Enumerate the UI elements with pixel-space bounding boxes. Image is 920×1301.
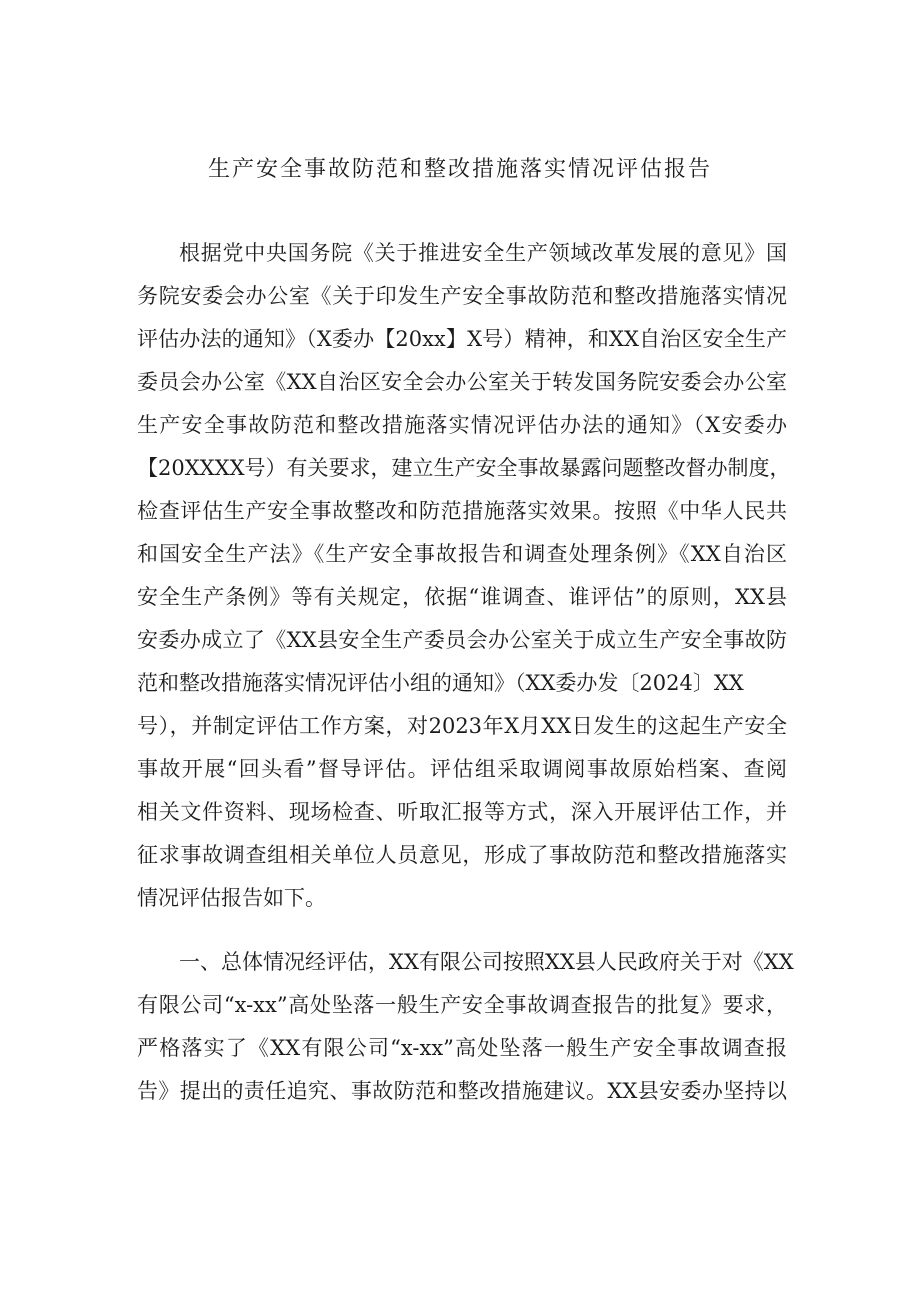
paragraph-line: 严格落实了《XX有限公司“x-xx”高处坠落一般生产安全事故调查报 [137, 1036, 787, 1060]
paragraph-line: 【20XXXX号）有关要求，建立生产安全事故暴露问题整改督办制度， [137, 456, 791, 480]
document-title: 生产安全事故防范和整改措施落实情况评估报告 [207, 157, 712, 182]
document-body [137, 232, 794, 1113]
paragraph-line: 事故开展“回头看”督导评估。评估组采取调阅事故原始档案、查阅 [137, 757, 787, 781]
paragraph-line: 征求事故调查组相关单位人员意见，形成了事故防范和整改措施落实 [137, 843, 787, 867]
paragraph-line: 务院安委会办公室《关于印发生产安全事故防范和整改措施落实情况 [137, 284, 787, 308]
paragraph-line: 生产安全事故防范和整改措施落实情况评估办法的通知》（X安委办 [137, 413, 787, 437]
paragraph-line: 委员会办公室《XX自治区安全会办公室关于转发国务院安委会办公室 [137, 370, 787, 394]
paragraph-line: 范和整改措施落实情况评估小组的通知》（XX委办发〔2024〕XX [137, 671, 744, 695]
paragraph-line: 根据党中央国务院《关于推进安全生产领域改革发展的意见》国 [179, 241, 787, 265]
paragraph-line: 安全生产条例》等有关规定，依据“谁调查、谁评估”的原则，XX县 [137, 585, 787, 609]
paragraph-2 [137, 941, 794, 1113]
paragraph-line: 安委办成立了《XX县安全生产委员会办公室关于成立生产安全事故防 [137, 628, 787, 652]
paragraph-line: 有限公司“x-xx”高处坠落一般生产安全事故调查报告的批复》要求， [137, 993, 787, 1017]
paragraph-line: 情况评估报告如下。 [137, 886, 326, 910]
paragraph-line: 告》提出的责任追究、事故防范和整改措施建议。XX县安委办坚持以 [137, 1079, 787, 1103]
paragraph-line: 一、总体情况经评估，XX有限公司按照XX县人民政府关于对《XX [179, 950, 794, 974]
paragraph-line: 评估办法的通知》（X委办【20xx】X号）精神，和XX自治区安全生产 [137, 327, 787, 351]
paragraph-line: 和国安全生产法》《生产安全事故报告和调查处理条例》《XX自治区 [137, 542, 787, 566]
paragraph-line: 检查评估生产安全事故整改和防范措施落实效果。按照《中华人民共 [137, 499, 787, 523]
paragraph-line: 相关文件资料、现场检查、听取汇报等方式，深入开展评估工作，并 [137, 800, 787, 824]
paragraph-spacer [137, 920, 787, 941]
paragraph-1 [137, 232, 791, 920]
paragraph-line: 号），并制定评估工作方案，对2023年X月XX日发生的这起生产安全 [137, 714, 787, 738]
